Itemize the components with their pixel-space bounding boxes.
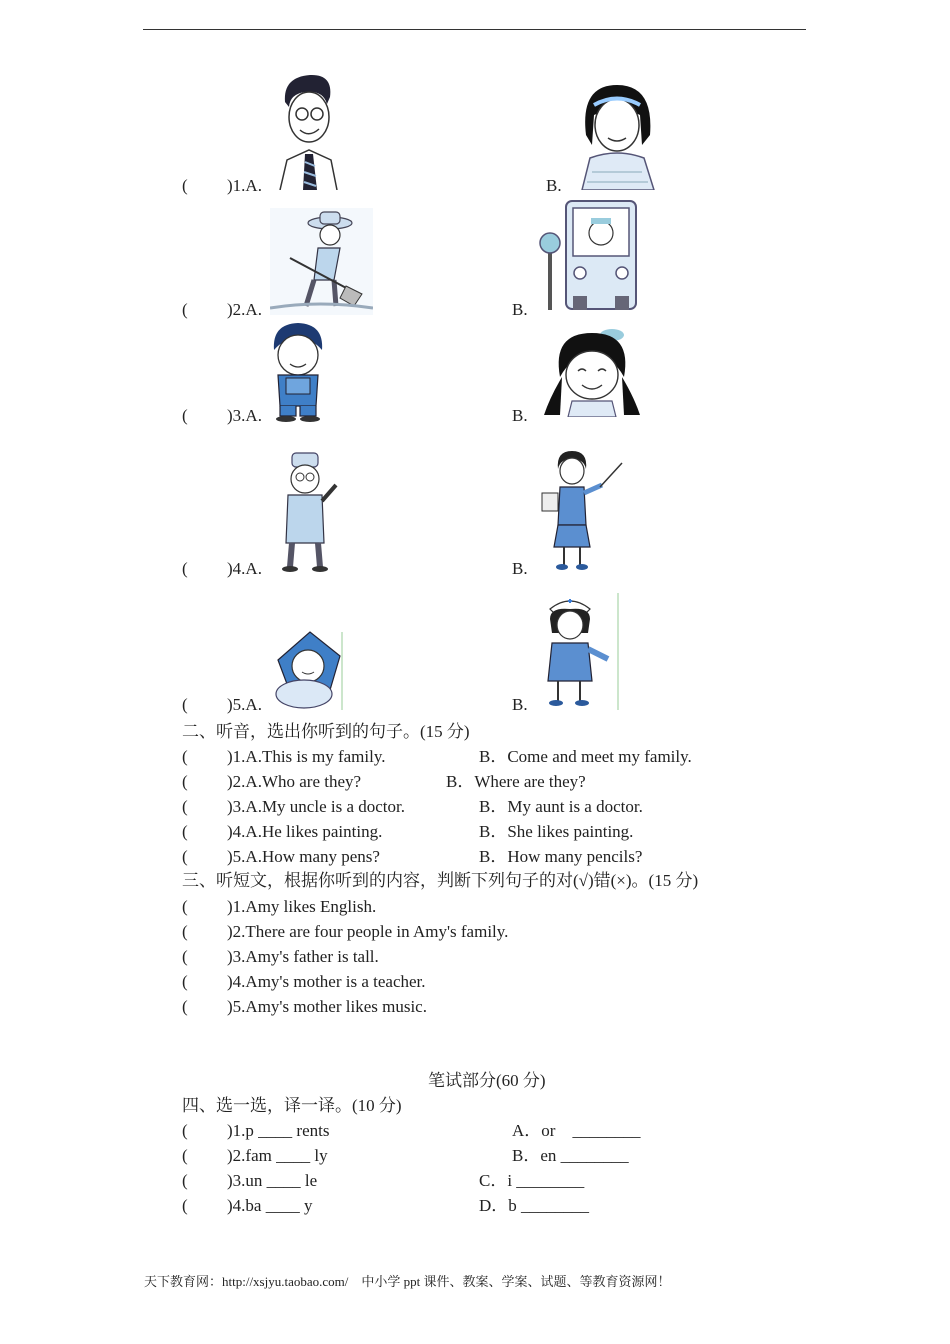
- s2-q4-a: )4.A.He likes painting.: [227, 822, 383, 841]
- s3-q5-paren: (: [182, 997, 188, 1016]
- s4-opt-c: C．i ________: [479, 1171, 585, 1190]
- s2-q5-b: B．How many pencils?: [479, 847, 643, 866]
- q5-b-label: B.: [512, 695, 528, 714]
- q2-label: )2.A.: [227, 300, 262, 319]
- doctor-picture: [278, 451, 344, 573]
- footer: 天下教育网：http://xsjyu.taobao.com/ 中小学 ppt 课件、教案、学案、试题、等教育资源网！: [144, 1274, 671, 1289]
- s2-q5-a: )5.A.How many pens?: [227, 847, 380, 866]
- s3-q3-paren: (: [182, 947, 188, 966]
- q3-b-label: B.: [512, 406, 528, 425]
- s2-q4-paren: (: [182, 822, 188, 841]
- s2-q4-b: B．She likes painting.: [479, 822, 634, 841]
- s3-q4-paren: (: [182, 972, 188, 991]
- s4-q1: )1.p ____ rents: [227, 1121, 330, 1140]
- q5-paren: (: [182, 695, 188, 714]
- s2-q5-paren: (: [182, 847, 188, 866]
- top-rule: [143, 29, 806, 30]
- q4-paren: (: [182, 559, 188, 578]
- s4-q2-paren: (: [182, 1146, 188, 1165]
- q1-label: )1.A.: [227, 176, 262, 195]
- s2-q2-a: )2.A.Who are they?: [227, 772, 362, 791]
- q4-label: )4.A.: [227, 559, 262, 578]
- s2-q3-b: B．My aunt is a doctor.: [479, 797, 643, 816]
- s3-q5: )5.Amy's mother likes music.: [227, 997, 427, 1016]
- section2-title: 二、听音，选出你听到的句子。(15 分): [182, 722, 470, 741]
- baby-picture: [270, 630, 345, 710]
- s2-q3-a: )3.A.My uncle is a doctor.: [227, 797, 405, 816]
- bus-driver-picture: [538, 198, 640, 313]
- s2-q1-a: )1.A.This is my family.: [227, 747, 386, 766]
- boy-in-overalls-picture: [268, 320, 328, 422]
- section4-title: 四、选一选，译一译。(10 分): [182, 1096, 402, 1115]
- s2-q1-paren: (: [182, 747, 188, 766]
- s3-q1: )1.Amy likes English.: [227, 897, 377, 916]
- section3-title: 三、听短文，根据你听到的内容，判断下列句子的对(√)错(×)。(15 分): [182, 871, 699, 890]
- written-part-title: 笔试部分(60 分): [428, 1071, 546, 1090]
- s2-q2-paren: (: [182, 772, 188, 791]
- q2-paren: (: [182, 300, 188, 319]
- q5-label: )5.A.: [227, 695, 262, 714]
- s4-opt-d: D．b ________: [479, 1196, 590, 1215]
- s4-q2: )2.fam ____ ly: [227, 1146, 328, 1165]
- teacher-picture: [540, 447, 624, 572]
- s3-q2: )2.There are four people in Amy's family.: [227, 922, 509, 941]
- q3-paren: (: [182, 406, 188, 425]
- smiling-girl-picture: [540, 327, 643, 417]
- q3-label: )3.A.: [227, 406, 262, 425]
- q2-b-label: B.: [512, 300, 528, 319]
- s4-q4: )4.ba ____ y: [227, 1196, 313, 1215]
- s4-opt-a: A．or ________: [512, 1121, 641, 1140]
- s4-q3-paren: (: [182, 1171, 188, 1190]
- s3-q3: )3.Amy's father is tall.: [227, 947, 379, 966]
- s3-q1-paren: (: [182, 897, 188, 916]
- s3-q4: )4.Amy's mother is a teacher.: [227, 972, 426, 991]
- s4-q3: )3.un ____ le: [227, 1171, 318, 1190]
- s4-q1-paren: (: [182, 1121, 188, 1140]
- man-with-glasses-picture: [275, 72, 343, 190]
- s2-q2-b: B．Where are they?: [446, 772, 586, 791]
- nurse-picture: [538, 593, 620, 710]
- s2-q1-b: B．Come and meet my family.: [479, 747, 692, 766]
- farmer-digging-picture: [270, 208, 373, 315]
- girl-with-headband-picture: [572, 80, 662, 190]
- q1-b-label: B.: [546, 176, 562, 195]
- s4-opt-b: B．en ________: [512, 1146, 629, 1165]
- s2-q3-paren: (: [182, 797, 188, 816]
- q4-b-label: B.: [512, 559, 528, 578]
- s3-q2-paren: (: [182, 922, 188, 941]
- q1-paren: (: [182, 176, 188, 195]
- s4-q4-paren: (: [182, 1196, 188, 1215]
